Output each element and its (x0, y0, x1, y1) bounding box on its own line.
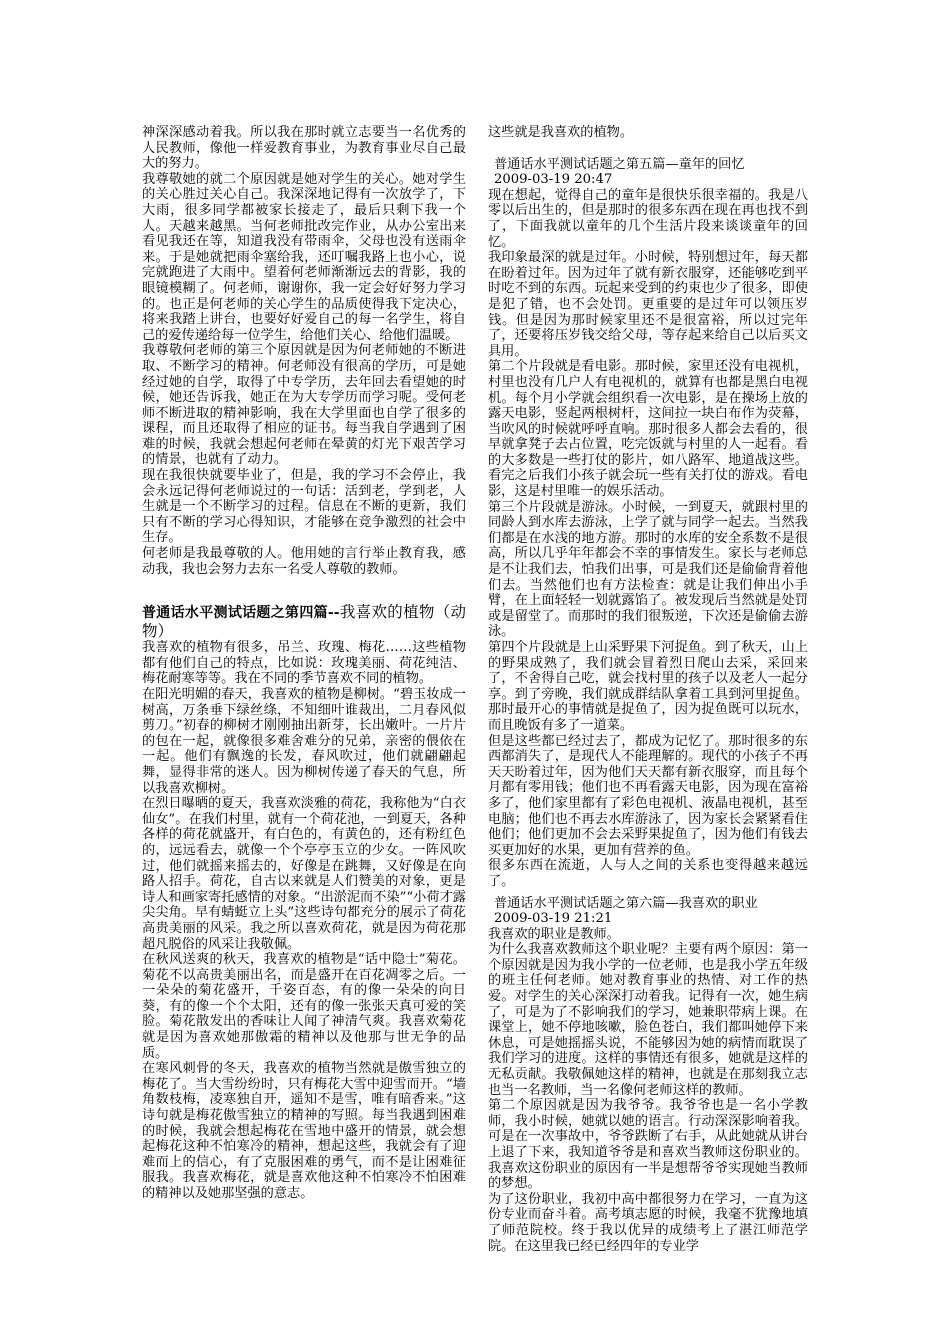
section-heading-5: 普通话水平测试话题之第五篇—童年的回忆 (494, 156, 745, 172)
paragraph: 何老师是我最尊敬的人。他用她的言行举止教育我，感动我，我也会努力去东一名受人尊敬的教师。 (142, 546, 466, 577)
paragraph: 很多东西在流逝，人与人之间的关系也变得越来越远了。 (488, 858, 808, 889)
paragraph: 第三个片段就是游泳。小时候，一到夏天，就跟村里的同龄人到水库去游泳，上学了就与同学一起去。当然我们都是在水浅的地方游。那时的水库的安全系数不是很高，所以几乎年年都会不幸的事情发生。家长与老师总是不让我们去，怕我们出事，可是我们还是偷偷背着他们去。当然他们也有方法检查：就是让我们伸出小手臂，在上面轻轻一划就露馅了。被发现后当然就是处罚或是留堂了。而那时的我们很叛逆，下次还是偷偷去游泳。 (488, 499, 808, 640)
paragraph: 我尊敬她的就二个原因就是她对学生的关心。她对学生的关心胜过关心自己。我深深地记得有一次放学了，下大雨，很多同学都被家长接走了，最后只剩下我一个人。天越来越黑。当何老师批改完作业，从办公室出来看见我还在等，知道我没有带雨伞，父母也没有送雨伞来。于是她就把雨伞塞给我，还叮嘱我路上也小心，说完就跑进了大雨中。望着何老师渐渐远去的背影，我的眼镜模糊了。何老师，谢谢你，我一定会好好努力学习的。也正是何老师的关心学生的品质使得我下定决心，将来我踏上讲台，也要好好爱自己的每一名学生，将自己的爱传递给每一位学生，给他们关心、给他们温暖。 (142, 171, 466, 343)
paragraph: 但是这些都已经过去了，都成为记忆了。那时很多的东西都消失了，是现代人不能理解的。现代的小孩子不再天天盼着过年，因为他们天天都有新衣服穿，而且每个月都有零用钱；他们也不再看露天电影，因为现在富裕多了，他们家里都有了彩色电视机、液晶电视机，甚至电脑；他们也不再去水库游泳了，因为家长会紧紧看住他们；他们更加不会去采野果捉鱼了，因为他们有钱去买更加好的水果，更加有营养的鱼。 (488, 733, 808, 858)
paragraph: 第二个原因就是因为我爷爷。我爷爷也是一名小学教师，我小时候，她就以她的语言。行动深深影响着我。可是在一次事故中，爷爷跌断了右手，从此她就从讲台上退了下来，我知道爷爷是和喜欢当教师这份职业的。我喜欢这份职业的原因有一半是想帮爷爷实现她当教师的梦想。 (488, 1098, 808, 1192)
paragraph: 我印象最深的就是过年。小时候，特别想过年，每天都在盼着过年。因为过年了就有新衣服穿，还能够吃到平时吃不到的东西。玩起来受到的约束也少了很多，即使是犯了错，也不会处罚。更重要的是过年可以领压岁钱。但是因为那时候家里还不是很富裕，所以过完年了，还要将压岁钱交给父母，等存起来给自己以后买文具用。 (488, 250, 808, 359)
paragraph: 在秋风送爽的秋天，我喜欢的植物是“话中隐士”菊花。菊花不以高贵美丽出名，而是盛开在百花凋零之后。一一朵朵的菊花盛开，千姿百态，有的像一朵朵的向日葵，有的像一个个太阳，还有的像一张张天真可爱的笑脸。菊花散发出的香味让人闻了神清气爽。我喜欢菊花就是因为喜欢她那傲霜的精神以及他那与世无争的品质。 (142, 952, 466, 1061)
paragraph: 为了这份职业，我初中高中都很努力在学习，一直为这份专业而奋斗着。高考填志愿的时候，我毫不犹豫地填了师范院校。终于我以优异的成绩考上了湛江师范学院。在这里我已经已经四年的专业学 (488, 1191, 808, 1254)
paragraph: 第四个片段就是上山采野果下河捉鱼。到了秋天，山上的野果成熟了，我们就会冒着烈日爬山去采，采回来了，不舍得自己吃，就会找村里的孩子以及老人一起分享。到了旁晚，我们就成群结队拿着工具到河里捉鱼。那时最开心的事情就是捉鱼了，因为捉鱼既可以玩水，而且晚饭有多了一道菜。 (488, 640, 808, 733)
post-date: 2009-03-19 21:21 (494, 911, 613, 927)
paragraph: 现在想起，觉得自己的童年是很快乐很幸福的。我是八零以后出生的，但是那时的很多东西在现在再也找不到了，下面我就以童年的几个生活片段来谈谈童年的回忆。 (488, 187, 808, 250)
paragraph: 我喜欢的职业是教师。 (488, 926, 620, 942)
paragraph: 我尊敬何老师的第三个原因就是因为何老师她的不断进取、不断学习的精神。何老师没有很高的学历，可是她经过她的自学，取得了中专学历，去年回去看望她的时候，她还告诉我，她正在为大专学历而学习呢。受何老师不断进取的精神影响，我在大学里面也自学了很多的课程，而且还取得了相应的证书。每当我自学遇到了困难的时候，我就会想起何老师在晕黄的灯光下艰苦学习的情景，也就有了动力。 (142, 343, 466, 468)
right-column (488, 125, 808, 1254)
section-heading-4 (142, 603, 466, 640)
post-date: 2009-03-19 20:47 (494, 172, 613, 188)
paragraph: 为什么我喜欢教师这个职业呢？主要有两个原因：第一个原因就是因为我小学的一位老师，也是我小学五年级的班主任何老师。她对教育事业的热情、对工作的热爱。对学生的关心深深打动着我。记得有一次，她生病了，可是为了不影响我们的学习，她兼职带病上课。在课堂上，她不停地咳嗽，脸色苍白，我们都叫她停下来休息，可是她摇摇头说，不能够因为她的病情而耽误了我们学习的进度。这样的事情还有很多，她就是这样的无私贡献。我敬佩她这样的精神，也就是在那刻我立志也当一名教师，当一名像何老师这样的教师。 (488, 942, 808, 1098)
paragraph: 第二个片段就是看电影。那时候，家里还没有电视机，村里也没有几户人有电视机的，就算有也都是黑白电视机。每个月小学就会组织看一次电影，是在操场上放的露天电影，竖起两根树杆，这间拉一块白布作为荧幕，当吹风的时候就呼呼直响。那时很多人都会去看的，很早就拿凳子去占位置，吃完饭就与村里的人一起看。看的大多数是一些打仗的影片，如八路军、地道战这些。看完之后我们小孩子就会玩一些有关打仗的游戏。看电影，这是村里唯一的娱乐活动。 (488, 359, 808, 500)
paragraph: 在寒风刺骨的冬天，我喜欢的植物当然就是傲雪独立的梅花了。当大雪纷纷时，只有梅花大雪中迎雪而开。“墙角数枝梅，凌寒独自开，遥知不是雪，唯有暗香来。”这诗句就是梅花傲雪独立的精神的写照。每当我遇到困难的时候，我就会想起梅花在雪地中盛开的情景，就会想起梅花这种不怕寒冷的精神，想起这些，我就会有了迎难而上的信心，有了克服困难的勇气，而不是让困难征服我。我喜欢梅花，就是喜欢他这种不怕寒冷不怕困难的精神以及她那坚强的意志。 (142, 1061, 466, 1201)
section-heading-6: 普通话水平测试话题之第六篇—我喜欢的职业 (494, 895, 758, 911)
paragraph: 神深深感动着我。所以我在那时就立志要当一名优秀的人民教师，像他一样爱教育事业，为教育事业尽自己最大的努力。 (142, 125, 466, 172)
paragraph: 现在我很快就要毕业了，但是，我的学习不会停止，我会永远记得何老师说过的一句话：活到老，学到老，人生就是一个不断学习的过程。信息在不断的更新，我们只有不断的学习心得知识，才能够在竞争激烈的社会中生存。 (142, 468, 466, 546)
paragraph: 在阳光明媚的春天，我喜欢的植物是柳树。“碧玉妆成一树高，万条垂下绿丝绦，不知细叶谁裁出，二月春风似剪刀。”初春的柳树才刚刚抽出新芽，长出嫩叶。一片片的包在一起，就像很多难舍难分的兄弟，亲密的偎依在一起。他们有飘逸的长发，春风吹过，他们就翩翩起舞，显得非常的迷人。因为柳树传递了春天的气息，所以我喜欢柳树。 (142, 687, 466, 796)
left-column (142, 125, 466, 1202)
paragraph: 在烈日曝晒的夏天，我喜欢淡雅的荷花，我称他为“白衣仙女”。在我们村里，就有一个荷花池，一到夏天，各种各样的荷花就盛开，有白色的，有黄色的，还有粉红色的，远远看去，就像一个个亭亭玉立的少女。一阵风吹过，他们就摇来摇去的，好像是在跳舞，又好像是在向路人招手。荷花，自古以来就是人们赞美的对象，更是诗人和画家寄托感情的对象。“出淤泥而不染”“小荷才露尖尖角。早有蜻蜓立上头”这些诗句都充分的展示了荷花高贵美丽的风采。我之所以喜欢荷花，就是因为荷花那超凡脱俗的风采让我敬佩。 (142, 796, 466, 952)
heading-rest: 我喜欢的植物（动物） (142, 603, 466, 641)
heading-bold-part: 普通话水平测试话题之第四篇-- (142, 605, 340, 622)
paragraph: 我喜欢的植物有很多，吊兰、玫瑰、梅花……这些植物都有他们自己的特点，比如说：玫瑰美丽、荷花纯洁、梅花耐寒等等。我在不同的季节喜欢不同的植物。 (142, 640, 466, 687)
paragraph: 这些就是我喜欢的植物。 (488, 125, 634, 140)
